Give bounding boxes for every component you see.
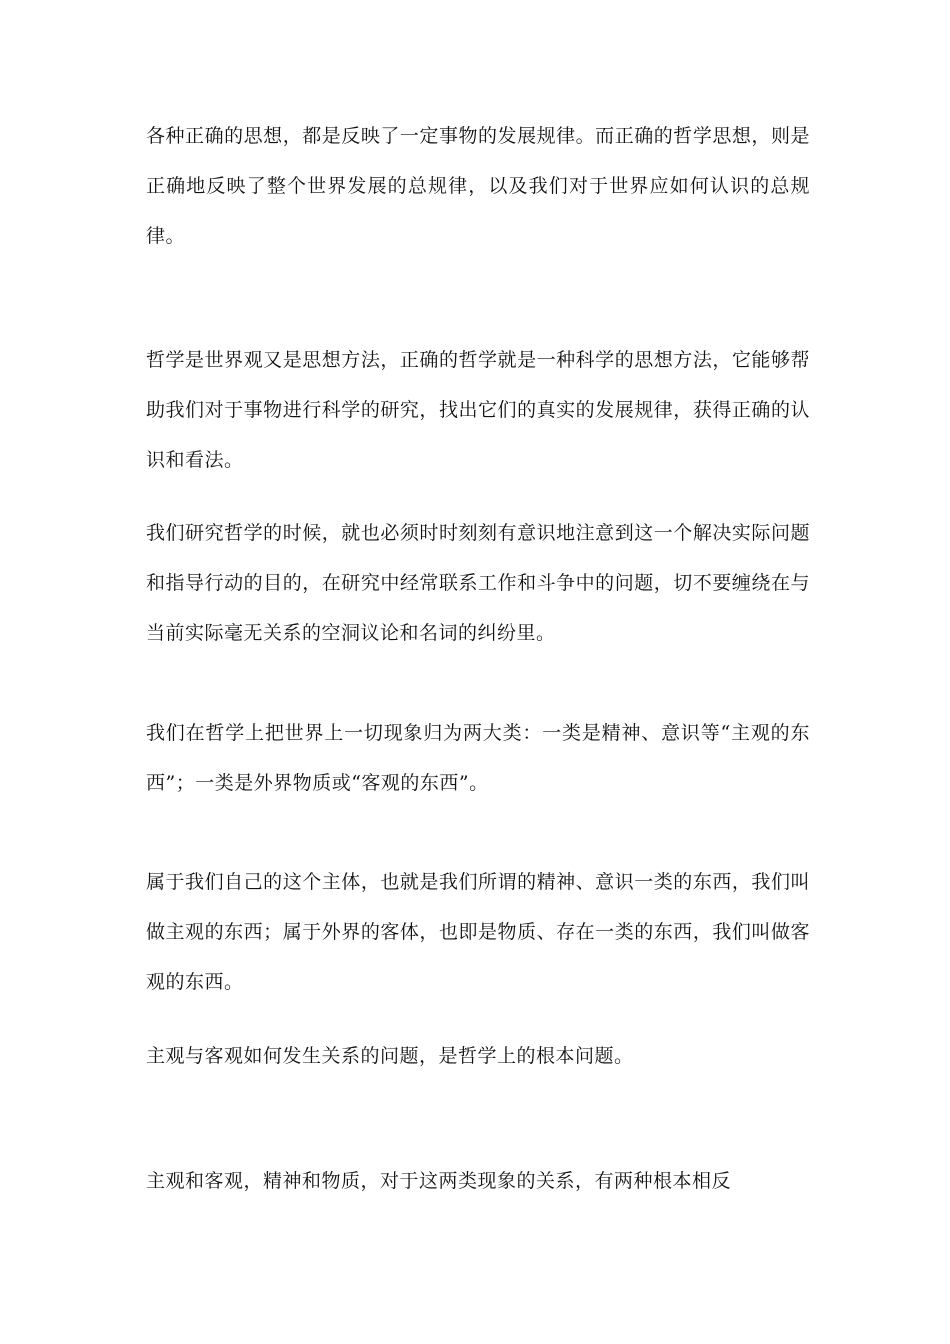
paragraph-2: 哲学是世界观又是思想方法，正确的哲学就是一种科学的思想方法，它能够帮助我们对于事物进行科学的研究，找出它们的真实的发展规律，获得正确的认识和看法。 [146,349,810,471]
paragraph-3: 我们研究哲学的时候，就也必须时时刻刻有意识地注意到这一个解决实际问题和指导行动的目的，在研究中经常联系工作和斗争中的问题，切不要缠绕在与当前实际毫无关系的空洞议论和名词的纠纷里。 [146,522,810,644]
paragraph-5: 属于我们自己的这个主体，也就是我们所谓的精神、意识一类的东西，我们叫做主观的东西；属于外界的客体，也即是物质、存在一类的东西，我们叫做客观的东西。 [146,871,810,993]
paragraph-7: 主观和客观，精神和物质，对于这两类现象的关系，有两种根本相反 [146,1170,732,1192]
paragraph-4: 我们在哲学上把世界上一切现象归为两大类：一类是精神、意识等“主观的东西”；一类是外界物质或“客观的东西”。 [146,722,810,794]
paragraph-6: 主观与客观如何发生关系的问题，是哲学上的根本问题。 [146,1045,634,1067]
paragraph-1: 各种正确的思想，都是反映了一定事物的发展规律。而正确的哲学思想，则是正确地反映了整个世界发展的总规律，以及我们对于世界应如何认识的总规律。 [146,125,810,247]
